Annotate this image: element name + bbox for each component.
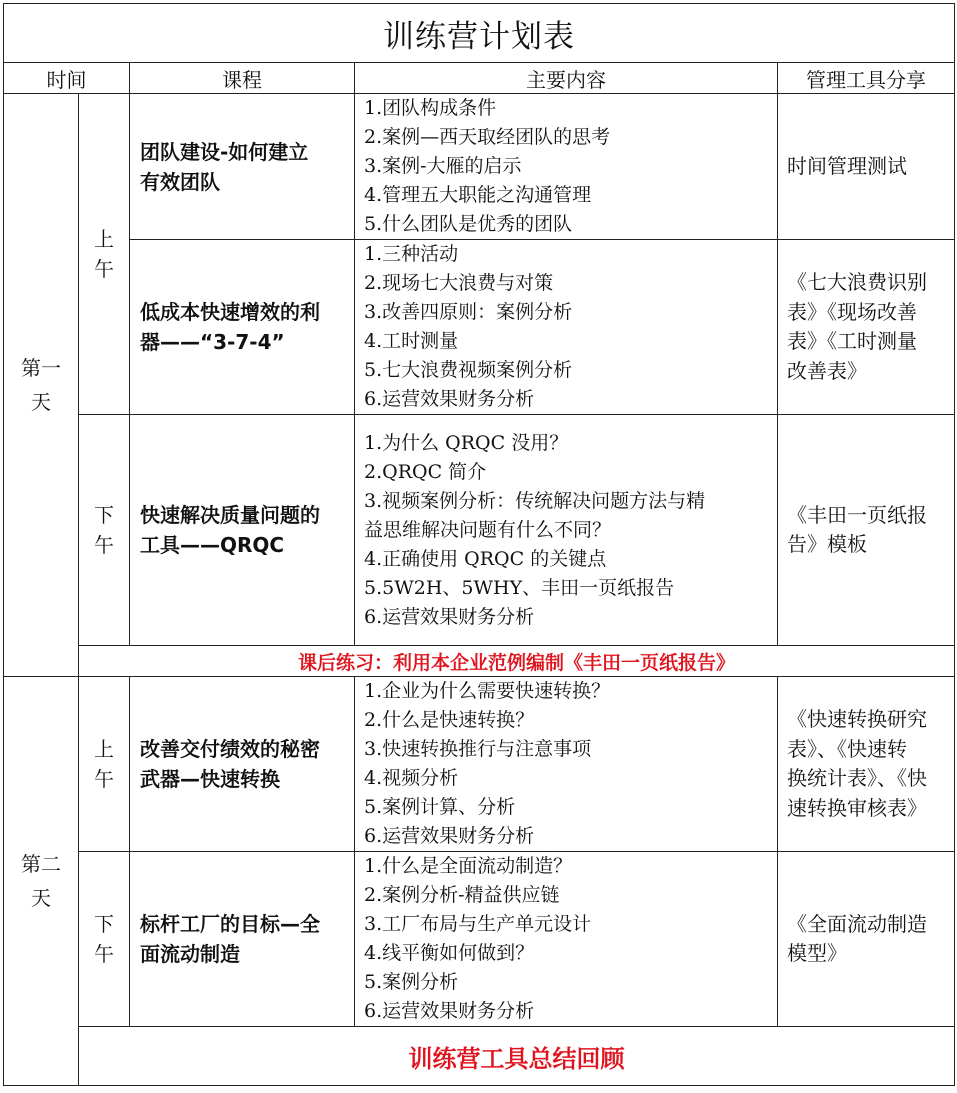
day-label-1 bbox=[4, 94, 79, 677]
content-item: 1.什么是全面流动制造？ bbox=[364, 855, 573, 877]
course-title: 快速解决质量问题的 工具——QRQC bbox=[130, 415, 355, 646]
half-label-line: 上 bbox=[94, 737, 114, 761]
content-item: 1.三种活动 bbox=[364, 243, 459, 265]
half-day-afternoon bbox=[79, 415, 130, 646]
course-content bbox=[355, 677, 778, 852]
half-label-line: 午 bbox=[94, 533, 114, 557]
management-tools: 《全面流动制造 模型》 bbox=[778, 852, 955, 1027]
course-title: 标杆工厂的目标—全 面流动制造 bbox=[130, 852, 355, 1027]
content-item: 5.5W2H、5WHY、丰田一页纸报告 bbox=[364, 576, 675, 599]
content-item: 6.运营效果财务分析 bbox=[364, 825, 535, 847]
table-row bbox=[4, 94, 955, 240]
half-label-line: 午 bbox=[94, 767, 114, 791]
course-title: 团队建设-如何建立 有效团队 bbox=[130, 94, 355, 240]
header-tools: 管理工具分享 bbox=[778, 63, 955, 94]
half-day-morning bbox=[79, 94, 130, 415]
content-item: 2.案例—西天取经团队的思考 bbox=[364, 126, 611, 148]
content-item: 5.什么团队是优秀的团队 bbox=[364, 213, 573, 235]
day-label-line: 第一 bbox=[21, 356, 61, 380]
content-item: 1.为什么 QRQC 没用？ bbox=[364, 431, 569, 454]
content-item: 1.企业为什么需要快速转换？ bbox=[364, 680, 611, 702]
summary-note: 训练营工具总结回顾 bbox=[79, 1027, 955, 1086]
day-label-2 bbox=[4, 677, 79, 1086]
course-title: 低成本快速增效的利 器——“3-7-4” bbox=[130, 240, 355, 415]
content-item: 3.快速转换推行与注意事项 bbox=[364, 738, 592, 760]
content-item: 3.改善四原则：案例分析 bbox=[364, 301, 573, 323]
content-item: 5.案例计算、分析 bbox=[364, 796, 516, 818]
course-content bbox=[355, 94, 778, 240]
management-tools: 《快速转换研究 表》、《快速转 换统计表》、《快 速转换审核表》 bbox=[778, 677, 955, 852]
header-content: 主要内容 bbox=[355, 63, 778, 94]
header-course: 课程 bbox=[130, 63, 355, 94]
content-item: 2.案例分析-精益供应链 bbox=[364, 884, 560, 906]
training-plan-table bbox=[3, 3, 955, 1086]
management-tools: 《丰田一页纸报 告》模板 bbox=[778, 415, 955, 646]
content-item: 6.运营效果财务分析 bbox=[364, 1000, 535, 1022]
half-label-line: 下 bbox=[94, 503, 114, 527]
content-item: 4.线平衡如何做到？ bbox=[364, 942, 535, 964]
content-item: 3.案例-大雁的启示 bbox=[364, 155, 522, 177]
day-label-line: 第二 bbox=[21, 852, 61, 876]
content-item: 1.团队构成条件 bbox=[364, 97, 497, 119]
content-item: 5.案例分析 bbox=[364, 971, 459, 993]
homework-note: 课后练习：利用本企业范例编制《丰田一页纸报告》 bbox=[79, 646, 955, 677]
half-label-line: 下 bbox=[94, 912, 114, 936]
day-label-line: 天 bbox=[31, 390, 51, 414]
content-item: 2.QRQC 简介 bbox=[364, 460, 487, 483]
table-row bbox=[4, 646, 955, 677]
half-label-line: 午 bbox=[94, 942, 114, 966]
course-content bbox=[355, 852, 778, 1027]
content-item: 益思维解决问题有什么不同？ bbox=[364, 518, 612, 541]
half-day-morning bbox=[79, 677, 130, 852]
course-content bbox=[355, 240, 778, 415]
content-item: 3.工厂布局与生产单元设计 bbox=[364, 913, 592, 935]
table-row bbox=[4, 1027, 955, 1086]
half-day-afternoon bbox=[79, 852, 130, 1027]
header-time: 时间 bbox=[4, 63, 130, 94]
content-item: 5.七大浪费视频案例分析 bbox=[364, 359, 573, 381]
half-label-line: 上 bbox=[94, 227, 114, 251]
content-item: 4.正确使用 QRQC 的关键点 bbox=[364, 547, 607, 570]
management-tools: 时间管理测试 bbox=[778, 94, 955, 240]
content-item: 2.什么是快速转换？ bbox=[364, 709, 535, 731]
day-label-line: 天 bbox=[31, 886, 51, 910]
table-row bbox=[4, 240, 955, 415]
management-tools: 《七大浪费识别 表》《现场改善 表》《工时测量 改善表》 bbox=[778, 240, 955, 415]
table-row bbox=[4, 677, 955, 852]
course-content bbox=[355, 415, 778, 646]
half-label-line: 午 bbox=[94, 257, 114, 281]
content-item: 4.视频分析 bbox=[364, 767, 459, 789]
table-title: 训练营计划表 bbox=[4, 4, 955, 63]
content-item: 3.视频案例分析：传统解决问题方法与精 bbox=[364, 489, 706, 512]
content-item: 6.运营效果财务分析 bbox=[364, 605, 535, 628]
content-item: 6.运营效果财务分析 bbox=[364, 388, 535, 410]
content-item: 4.工时测量 bbox=[364, 330, 459, 352]
content-item: 2.现场七大浪费与对策 bbox=[364, 272, 554, 294]
content-item: 4.管理五大职能之沟通管理 bbox=[364, 184, 592, 206]
table-row bbox=[4, 852, 955, 1027]
course-title: 改善交付绩效的秘密 武器—快速转换 bbox=[130, 677, 355, 852]
table-row bbox=[4, 415, 955, 646]
